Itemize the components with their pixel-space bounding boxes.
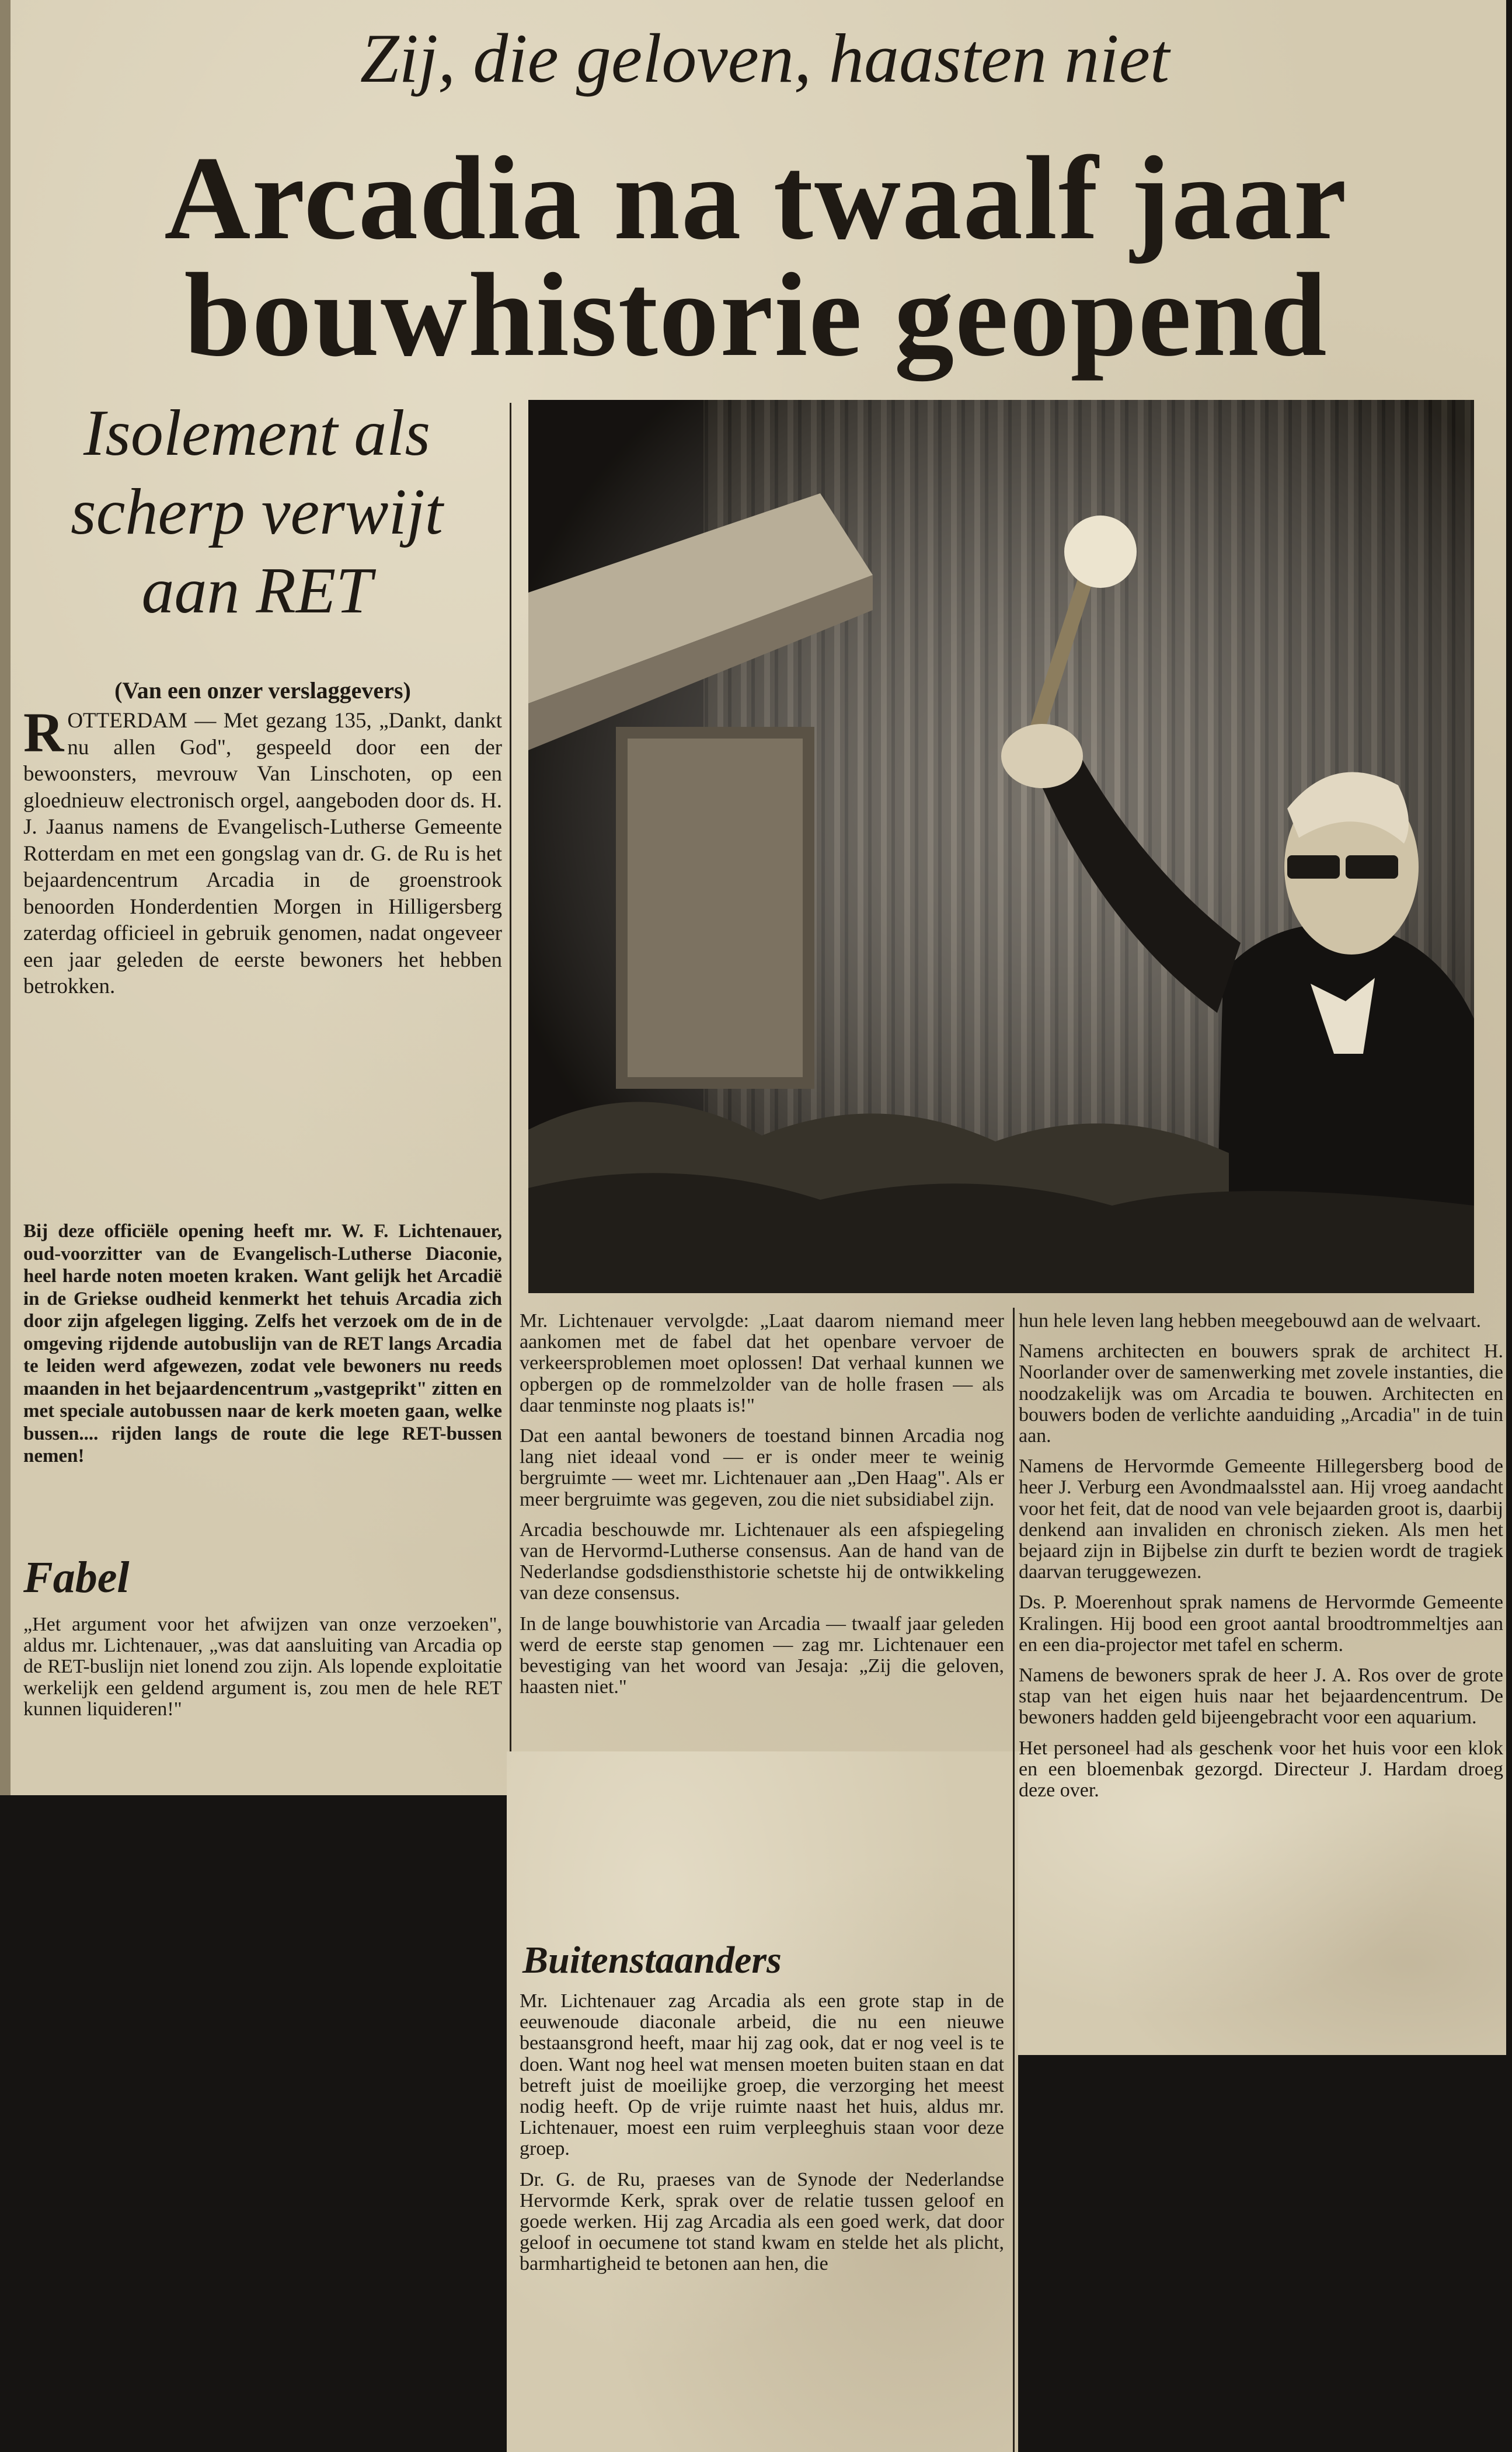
middle-paragraph-2: Dat een aantal bewoners de toestand binnen Arcadia nog lang niet ideaal vond — er is onder meer te weinig bergruimte — weet mr. Lichtenauer aan „Den Haag". Als er meer bergruimte was gegeven, zou die niet subsidiabel zijn. [520,1425,1004,1510]
headline-line2: bouwhistorie geopend [184,249,1328,381]
photo-frame [528,400,1474,1293]
right-paragraph-2: Namens architecten en bouwers sprak de architect H. Noorlander over de samenwerking met zovele instanties, die noodzakelijk was om Arcadia te bouwen. Architecten en bouwers boden de verlichte aanduiding „Arcadia" in de tuin aan. [1019,1340,1503,1447]
subhead-line1: Isolement als [83,397,431,469]
kicker: Zij, die geloven, haasten niet [360,19,1170,97]
right-column [1019,1311,1503,1810]
byline: (Van een onzer verslaggevers) [114,677,411,703]
buitenstaanders-column [520,1991,1004,2284]
middle-paragraph-4: In de lange bouwhistorie van Arcadia — twaalf jaar geleden werd de eerste stap genomen — zag mr. Lichtenauer een bevestiging van het woord van Jesaja: „Zij die geloven, haasten niet." [520,1612,1004,1698]
fabel-paragraph: „Het argument voor het afwijzen van onze verzoeken", aldus mr. Lichtenauer, „was dat aansluiting van Arcadia op de RET-buslijn niet lonend zou zijn. Als lopende exploitatie werkelijk een geldend argument is, zou men de hele RET kunnen liquideren!" [23,1614,502,1720]
column-rule-middle [1013,1308,1015,2452]
lead-text: OTTERDAM — Met gezang 135, „Dankt, dankt nu allen God", gespeeld door een der bewoonsters, mevrouw Van Linschoten, op een gloednieuw electronisch orgel, aangeboden door ds. H. J. Jaanus namens de Evangelisch-Lutherse Gemeente Rotterdam en met een gongslag van dr. G. de Ru is het bejaardencentrum Arcadia in de groenstrook benoorden Honderdentien Morgen in Hilligersberg zaterdag officieel in gebruik genomen, nadat ongeveer een jaar geleden de eerste bewoners het hebben betrokken. [23,709,502,998]
right-paragraph-6: Het personeel had als geschenk voor het huis voor een klok en een bloemenbak gezorgd. Directeur J. Hardam droeg deze over. [1019,1737,1503,1802]
section-heading-fabel: Fabel [23,1553,130,1602]
right-paragraph-4: Ds. P. Moerenhout sprak namens de Hervormde Gemeente Kralingen. Hij bood een groot aantal broodtrommeltjes aan en een dia-projector met tafel en scherm. [1019,1591,1503,1656]
buitenstaanders-paragraph-2: Dr. G. de Ru, praeses van de Synode der Nederlandse Hervormde Kerk, sprak over de relatie tussen geloof en goede werken. Hij zag Arcadia als een goed werk, dat door geloof in oecumene tot stand kwam en stelde het als plicht, barmhartigheid te betonen aan hen, die [520,2168,1004,2275]
right-paragraph-5: Namens de bewoners sprak de heer J. A. Ros over de grote stap van het eigen huis naar het bejaardencentrum. De bewoners hadden geld bijeengebracht voor een aquarium. [1019,1664,1503,1729]
section-heading-buitenstaanders: Buitenstaanders [522,1939,782,1981]
right-paragraph-3: Namens de Hervormde Gemeente Hillegersberg bood de heer J. Verburg een Avondmaalsstel aan. Hij vroeg aandacht voor het feit, dat de nood van vele bejaarden groot is, daarbij denkend aan invaliden en chronisch zieken. Als men het bejaard zijn in Bijbelse zin durft te bezien wordt de tragiek daarvan teruggewezen. [1019,1455,1503,1583]
left-edge-shadow [0,0,11,1795]
column-rule-left [510,403,511,1751]
right-paragraph-1: hun hele leven lang hebben meegebouwd aan de welvaart. [1019,1310,1482,1332]
subhead-line3: aan RET [141,555,372,627]
bold-paragraph: Bij deze officiële opening heeft mr. W. F. Lichtenauer, oud-voorzitter van de Evangelisch-Lutherse Diaconie, heel harde noten moeten kraken. Want gelijk het Arcadië in de Griekse oudheid kenmerkt het tehuis Arcadia zich door zijn afgelegen ligging. Zelfs het verzoek om de in de omgeving rijdende autobuslijn van de RET langs Arcadia te leiden werd afgewezen, zodat vele bewoners nu reeds maanden in het bejaardencentrum „vastgeprikt" zitten en met speciale autobussen naar de kerk moeten gaan, welke bussen.... rijden langs de route die lege RET-bussen nemen! [23,1221,502,1467]
middle-paragraph-1: Mr. Lichtenauer vervolgde: „Laat daarom niemand meer aankomen met de fabel dat het openbare vervoer de verkeersproblemen moet oplossen! Dat verhaal kunnen we opbergen op de rommelzolder van de holle frasen — als daar tenminste nog plaats is!" [520,1310,1004,1416]
middle-paragraph-3: Arcadia beschouwde mr. Lichtenauer als een afspiegeling van de Hervormd-Lutherse consensus. Aan de hand van de Nederlandse godsdiensthistorie schetste hij de ontwikkeling van deze consensus. [520,1518,1004,1604]
middle-column [520,1311,1004,1707]
subhead-line2: scherp verwijt [71,476,443,548]
buitenstaanders-paragraph-1: Mr. Lichtenauer zag Arcadia als een grote stap in de eeuwenoude diaconale arbeid, die nu een nieuwe bestaansgrond heeft, maar hij zag ook, dat er nog veel is te doen. Want nog heel wat mensen moeten buiten staan en dat betreft juist de moeilijke groep, die verzorging het meest nodig heeft. Op de vrije ruimte naast het huis, aldus mr. Lichtenauer, moest een ruim verpleeghuis staan voor deze groep. [520,1990,1004,2160]
lead-dropcap: R [23,701,64,764]
photo-man-striking-gong [528,400,1474,1293]
headline-line1: Arcadia na twaalf jaar [164,132,1348,264]
lead-paragraph [23,701,502,1000]
